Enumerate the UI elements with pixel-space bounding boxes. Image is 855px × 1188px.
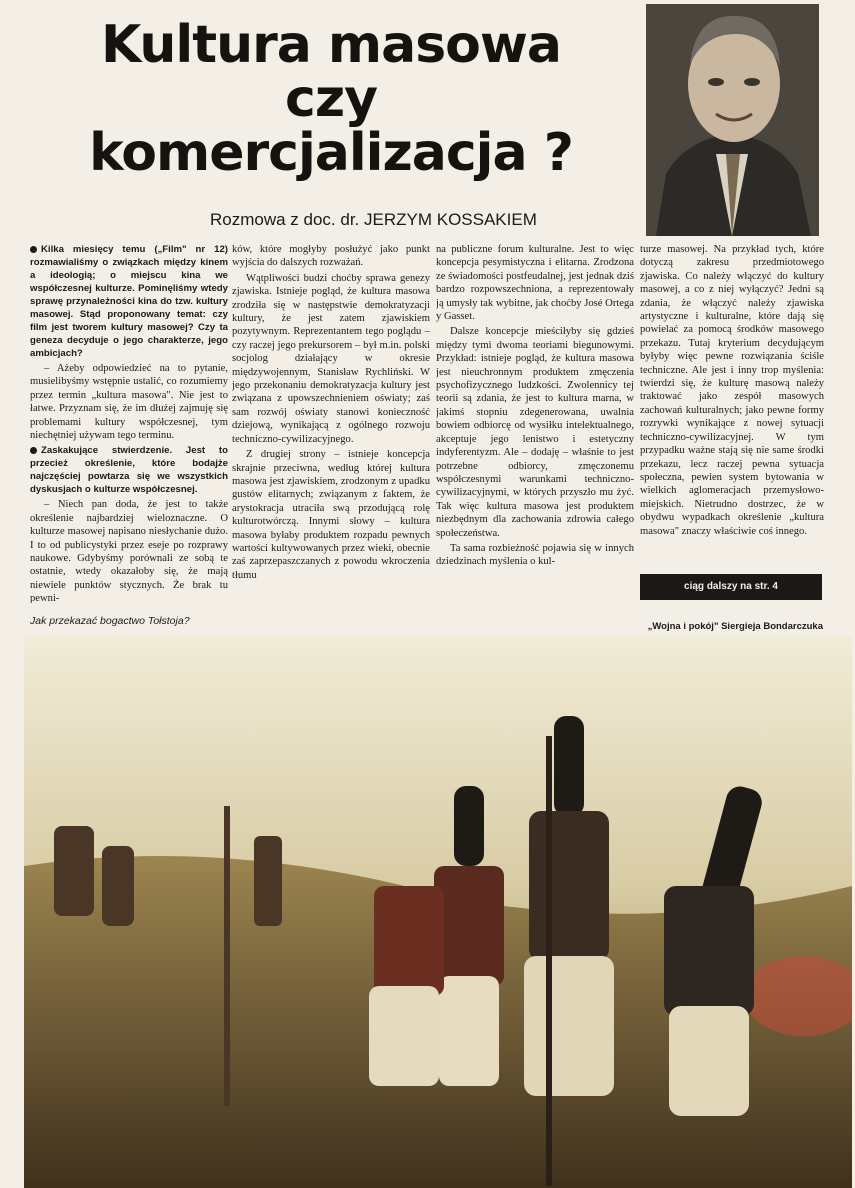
headline-line-3: komercjalizacja ?: [89, 123, 573, 183]
paragraph: na publiczne forum kulturalne. Jest to więc koncepcja pesymistyczna i elitarna. Zrodzona ze świadomości postfeudalnej, jest jednak dziś bardzo rozpowszechniona, a reprezentowały ją umysły tak wybitne, jak choćby José Ortega y Gasset.: [436, 244, 634, 323]
film-still-photo: [24, 636, 852, 1188]
paragraph: Z drugiej strony – istnieje koncepcja skrajnie przeciwna, według której kultura masowa jest zjawiskiem, zrodzonym z upadku gustów elitarnych; związanym z faktem, że arystokracja utraciła swą przodującą rolę kulturotwórczą. Innymi słowy – kultura masowa byłaby produktem rozpadu pewnych wartości kultywowanych przez wieki, obecnie zaś zaprzepaszczanych z powodu wkroczenia tłumu: [232, 449, 430, 581]
interviewee-portrait: [646, 4, 819, 236]
paragraph: Wątpliwości budzi choćby sprawa genezy zjawiska. Istnieje pogląd, że kultura masowa zrodziła się w następstwie demokratyzacji kultury, że jest zatem zjawiskiem pozytywnym. Reprezentantem tego poglądu – czy raczej jego prekursorem – był m.in. polski socjolog działający w okresie międzywojennym, Stanisław Rychliński. W jego przekonaniu demokratyzacja kultury jest związana z upowszechnieniem oświaty; zaś sam rozwój oświaty stanowi konieczność dziejową, wynikającą z ogólnego rozwoju techniczno-cywilizacyjnego.: [232, 272, 430, 445]
text-column-3: [436, 243, 634, 603]
bullet-icon: [30, 246, 37, 253]
portrait-image: [646, 4, 819, 236]
paragraph: turze masowej. Na przykład tych, które dotyczą zakresu przedmiotowego zjawiska. Co należy włączyć do kultury masowej, a co z niej wyłączyć? Jedni są zdania, że włączyć należy zjawiska artystyczne i kulturalne, które dają się powielać za pomocą środków masowego przekazu. Tutaj kryterium decydującym byłyby więc pewne rozwiązania ściśle techniczne. Ale jest i inny trop myślenia: twierdzi się, że kulturę masową należy traktować jako zespół masowych zachowań kulturalnych; jako pewne formy rozrywki wynikające z nowej sytuacji techniczno-cywilizacyjnej. W tym przypadku ważne stają się nie same środki przekazu, lecz raczej pewna sytuacja społeczna, pewien system bytowania w wielkich aglomeracjach przemysłowo-miejskich. Nietrudno dostrzec, że w obydwu wypadkach określenie „kultura masowa" znaczy właściwie coś innego.: [640, 244, 824, 537]
paragraph: Ta sama rozbieżność pojawia się w innych dziedzinach myślenia o kul-: [436, 542, 634, 568]
paragraph: ków, które mogłyby posłużyć jako punkt wyjścia do dalszych rozważań.: [232, 244, 430, 269]
photo-caption-right: „Wojna i pokój" Siergieja Bondarczuka: [647, 621, 823, 632]
interview-answer: – Niech pan doda, że jest to także określenie najbardziej wieloznaczne. O kulturze masowej napisano niesłychanie dużo. I to od publicystyki przez eseje po rozprawy naukowe. Gdybyśmy porównali ze sobą te ostatnie, wtedy okazałoby się, że mają niewiele punktów stycznych. Że brak tu pewni-: [30, 499, 228, 603]
continued-on-page-label: ciąg dalszy na str. 4: [640, 574, 822, 600]
battle-scene-image: [24, 636, 852, 1188]
paragraph: Dalsze koncepcje mieściłyby się gdzieś między tymi dwoma teoriami biegunowymi. Przykład: istnieje pogląd, że kultura masowa jest nieuchronnym produktem zmęczenia psychofizycznego ludzkości. Zwolennicy tej teorii są zdania, że jest to kultura marna, w jakimś stopniu zdegenerowana, uwalnia bowiem odbiorcę od wysiłku intelektualnego, akceptuje jego lenistwo i estetyczny indyferentyzm. Ale – dodaję – właśnie to jest potrzebne odbiorcy, zmęczonemu współczesnymi warunkami techniczno-cywilizacyjnymi, w których przyszło mu żyć. Tak więc kultura masowa jest produktem niezbędnym dla zachowania zdrowia całego społeczeństwa.: [436, 326, 634, 539]
article-subtitle: Rozmowa z doc. dr. JERZYM KOSSAKIEM: [210, 210, 537, 229]
text-column-4: [640, 243, 824, 563]
interview-question: Kilka miesięcy temu („Film" nr 12) rozmawialiśmy o związkach między kinem a ideologią; o miejscu kina we współczesnej kulturze. Pominęliśmy wtedy sprawę przynależności kina do tzw. kultury masowej. Stąd proponowany temat: czy film jest tworem kultury masowej? Czy ta geneza decyduje o jego charakterze, jego ambicjach?: [30, 244, 228, 359]
article-headline: [26, 15, 636, 183]
headline-line-1: Kultura masowa: [100, 15, 562, 75]
photo-caption-left: Jak przekazać bogactwo Tołstoja?: [30, 615, 190, 627]
bullet-icon: [30, 447, 37, 454]
interview-question: Zaskakujące stwierdzenie. Jest to przecież określenie, które bodajże najczęściej powtarza się we wszystkich dyskusjach o kulturze współczesnej.: [30, 445, 228, 496]
text-column-2: [232, 243, 430, 603]
headline-line-2: czy: [285, 69, 377, 129]
text-column-1: [30, 243, 228, 603]
interview-answer: – Ażeby odpowiedzieć na to pytanie, musielibyśmy wstępnie ustalić, co rozumiemy przez termin „kultura masowa". Nie jest to łatwe. Przyznam się, że im dłużej zajmuję się problemami kultury współczesnej, tym niechętniej używam tego terminu.: [30, 363, 228, 442]
